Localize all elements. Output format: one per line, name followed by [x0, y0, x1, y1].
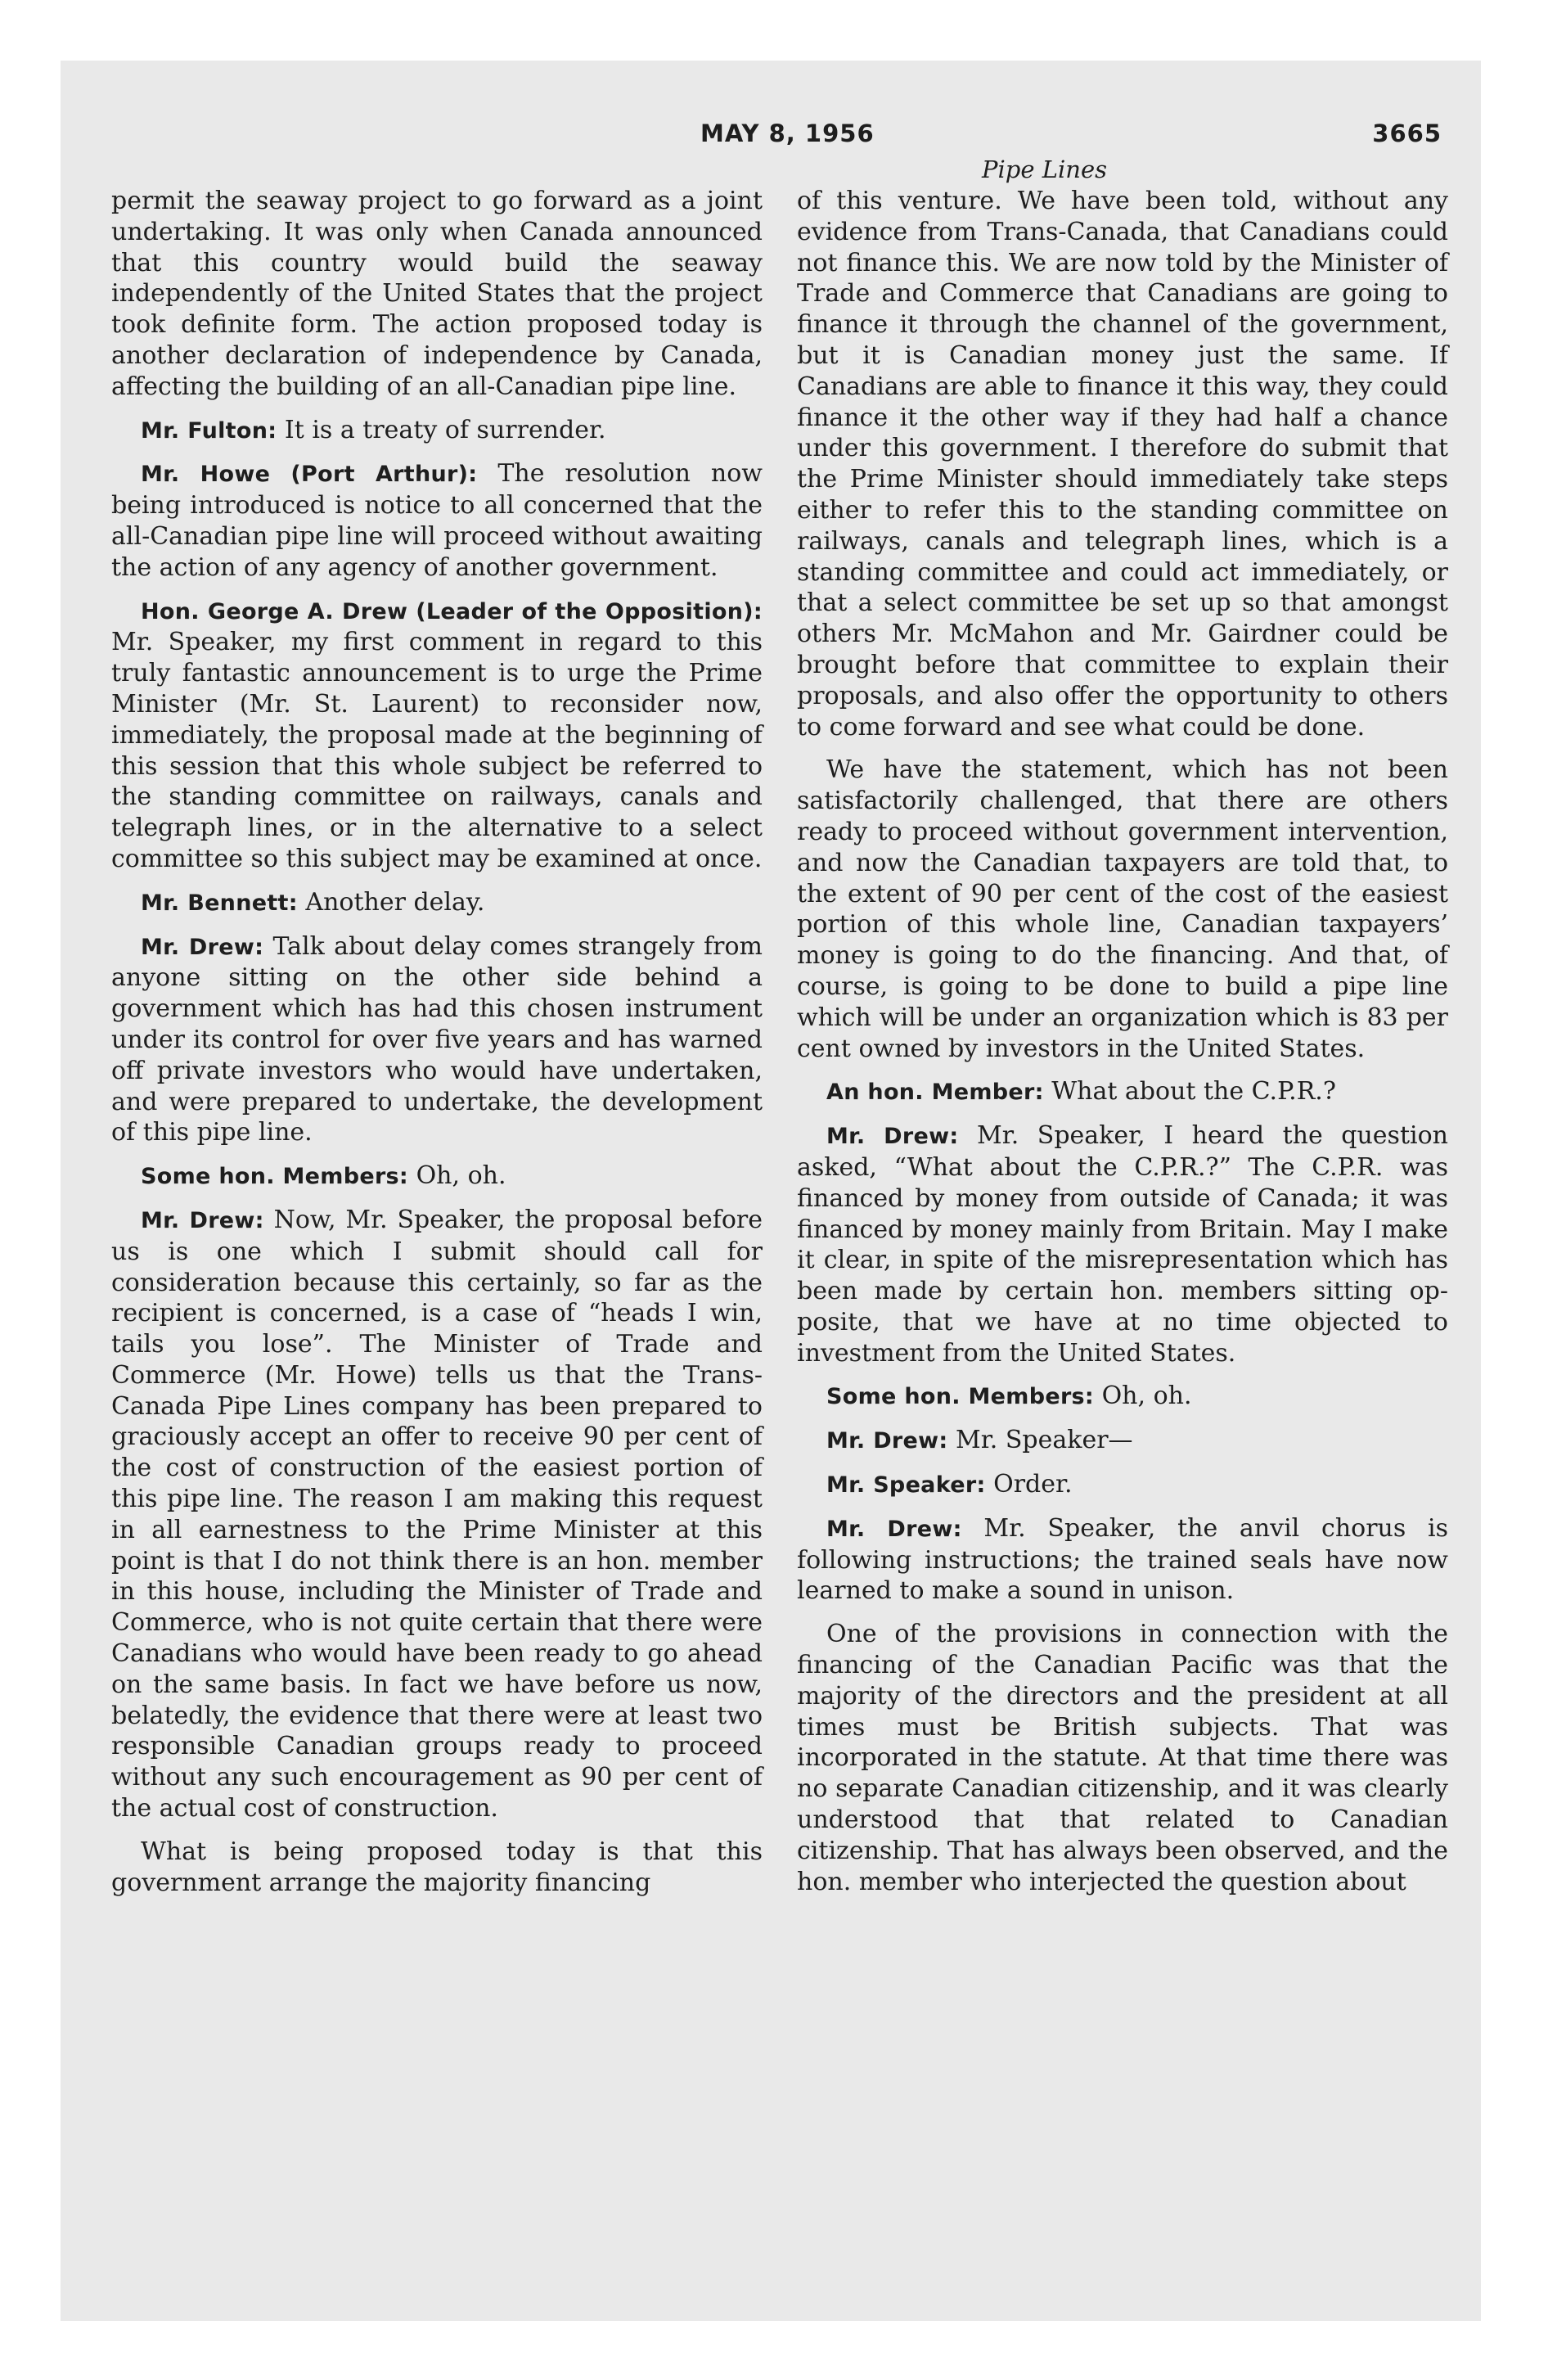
paragraph	[797, 1513, 1448, 1607]
paragraph	[111, 458, 763, 583]
paragraph	[797, 1120, 1448, 1368]
paragraph-text: Mr. Speaker, the anvil chorus is following instructions; the trained seals have now learned to make a sound in unison.	[797, 1513, 1448, 1606]
paragraph-text: One of the provisions in connection with the financing of the Canadian Pacific was that the majority of the directors and the president at all times must be British subjects. That was incorporated in the statute. At that time there was no separate Canadian citizenship, and it was clearly understood that that related to Canadian citizenship. That has always been observed, and the hon. member who interjected the question about	[797, 1620, 1448, 1896]
paragraph-text: Another delay.	[305, 887, 485, 917]
speaker-name: Mr. Speaker:	[826, 1472, 986, 1499]
speaker-name: Mr. Drew:	[141, 934, 264, 960]
paragraph	[797, 1469, 1448, 1501]
paragraph-text: Now, Mr. Speaker, the proposal before us is one which I submit should call for consideration because this certainly, so far as the recipient is concerned, is a case of “heads I win, tails you lose”. The Minister of Trade and Commerce (Mr. Howe) tells us that the Trans-Canada Pipe Lines company has been prepared to graciously accept an offer to receive 90 per cent of the cost of construction of the easiest portion of this pipe line. The reason I am making this request in all earnestness to the Prime Minister at this point is that I do not think there is an hon. member in this house, including the Minister of Trade and Commerce, who is not quite certain that there were Canadians who would have been ready to go ahead on the same basis. In fact we have before us now, belatedly, the evidence that there were at least two responsible Canadian groups ready to proceed without any such encouragement as 90 per cent of the actual cost of construction.	[111, 1205, 763, 1823]
paragraph	[797, 186, 1448, 742]
speaker-name: Some hon. Members:	[141, 1164, 409, 1190]
paragraph	[111, 931, 763, 1149]
paragraph	[111, 1837, 763, 1899]
paragraph-text: Oh, oh.	[416, 1161, 506, 1191]
paragraph-text: Talk about delay comes strangely from anyone sitting on the other side behind a government which has had this chosen instrument under its control for over five years and has warned off private investors who would have undertaken, and were prepared to undertake, the development of this pipe line.	[111, 931, 763, 1147]
page-date: MAY 8, 1956	[700, 119, 875, 147]
speaker-name: Mr. Drew:	[826, 1516, 962, 1542]
paragraph-text: Order.	[993, 1470, 1073, 1499]
paragraph-text: We have the statement, which has not been satisfactorily challenged, that there are others ready to proceed without government intervention, and now the Canadian taxpayers are told that, to the extent of 90 per cent of the cost of the easiest portion of this whole line, Canadian taxpayers’ money is going to do the financing. And that, of course, is going to be done to build a pipe line which will be under an organization which is 83 per cent owned by investors in the United States.	[797, 755, 1448, 1063]
paragraph	[797, 1076, 1448, 1108]
paragraph-text: permit the seaway project to go forward as a joint undertaking. It was only when Canada announced that this country would build the seaway independently of the United States that the project took definite form. The action proposed today is another declaration of independence by Canada, affecting the building of an all-Canadian pipe line.	[111, 187, 763, 401]
speaker-name: Some hon. Members:	[826, 1384, 1095, 1410]
paragraph-text: What is being proposed today is that this government arrange the majority financing	[111, 1837, 763, 1897]
paragraph	[797, 1619, 1448, 1897]
paragraph-text: It is a treaty of surrender.	[284, 415, 606, 444]
paragraph	[111, 415, 763, 447]
paragraph	[111, 1205, 763, 1824]
speaker-name: Mr. Fulton:	[141, 417, 277, 444]
paragraph-text: Mr. Speaker—	[956, 1426, 1133, 1455]
speaker-name: An hon. Member:	[826, 1080, 1044, 1106]
speaker-name: Mr. Drew:	[141, 1207, 264, 1233]
speaker-name: Mr. Drew:	[826, 1428, 948, 1454]
speaker-name: Mr. Howe (Port Arthur):	[141, 462, 478, 488]
paragraph	[797, 1381, 1448, 1413]
section-topic: Pipe Lines	[982, 156, 1107, 183]
speaker-name: Mr. Drew:	[826, 1124, 959, 1150]
paragraph	[111, 186, 763, 403]
left-column	[111, 186, 763, 1910]
page-number: 3665	[1372, 119, 1442, 147]
paragraph	[111, 1161, 763, 1192]
paragraph-text: Mr. Speaker, I heard the question asked, “What about the C.P.R.?” The C.P.R. was financed by money from outside of Canada; it was financed by money mainly from Britain. May I make it clear, in spite of the misrepresentation which has been made by certain hon. members sitting opposite, that we have at no time objected to investment from the United States.	[797, 1121, 1448, 1368]
paragraph	[111, 596, 763, 875]
right-column	[797, 186, 1448, 1909]
paragraph-text: Oh, oh.	[1101, 1382, 1192, 1411]
paragraph-text: Mr. Speaker, my first comment in regard to this truly fantastic announcement is to urge the Prime Minister (Mr. St. Laurent) to reconsider now, immediately, the proposal made at the beginning of this session that this whole subject be referred to the standing committee on railways, canals and telegraph lines, or in the alternative to a select committee so this subject may be examined at once.	[111, 628, 763, 873]
paragraph-text: The resolution now being introduced is notice to all concerned that the all-Canadian pipe line will proceed without awaiting the action of any agency of another government.	[111, 459, 763, 582]
paragraph-text: What about the C.P.R.?	[1051, 1077, 1336, 1107]
speaker-name: Hon. George A. Drew (Leader of the Opposition):	[141, 598, 763, 624]
paragraph	[797, 1425, 1448, 1457]
paragraph	[111, 887, 763, 919]
speaker-name: Mr. Bennett:	[141, 890, 298, 916]
paragraph	[797, 755, 1448, 1064]
paragraph-text: of this venture. We have been told, without any evidence from Trans-Canada, that Canadians could not finance this. We are now told by the Minister of Trade and Commerce that Canadians are going to finance it through the channel of the government, but it is Canadian money just the same. If Canadians are able to finance it this way, they could finance it the other way if they had half a chance under this government. I therefore do submit that the Prime Minister should immediately take steps either to refer this to the standing committee on railways, canals and telegraph lines, which is a standing committee and could act immediately, or that a select committee be set up so that amongst others Mr. McMahon and Mr. Gairdner could be brought before that committee to explain their proposals, and also offer the opportunity to others to come forward and see what could be done.	[797, 187, 1448, 741]
